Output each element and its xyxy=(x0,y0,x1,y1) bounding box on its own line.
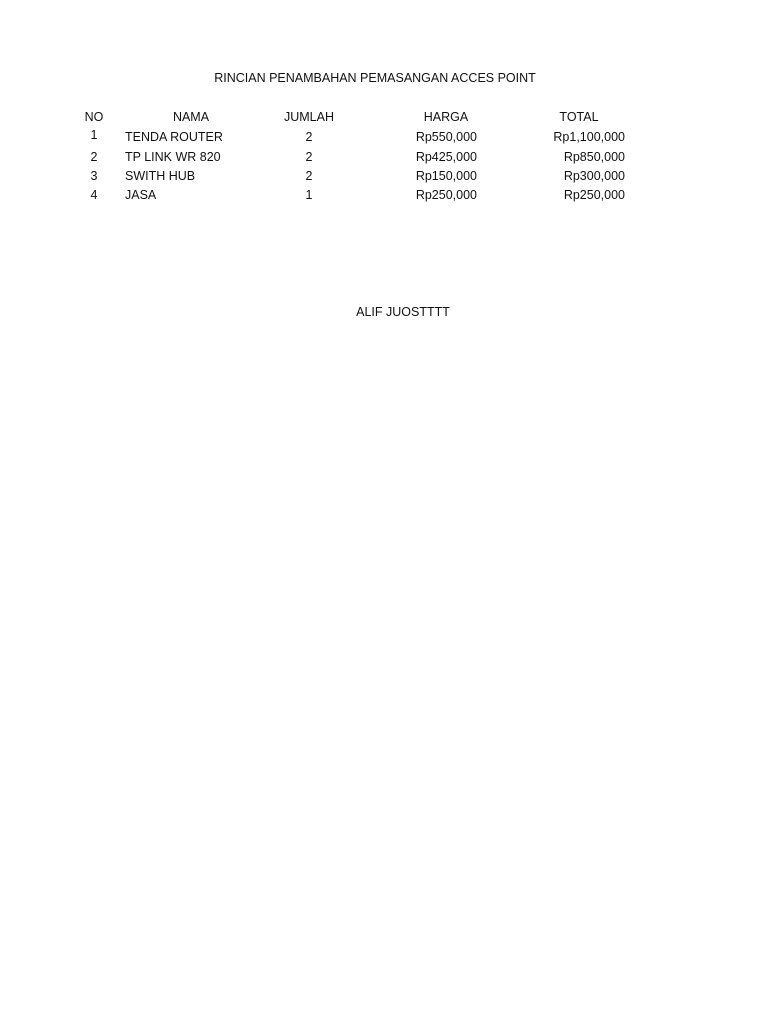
cell-harga: Rp425,000 xyxy=(415,150,477,164)
cell-jumlah: 2 xyxy=(305,130,313,144)
cell-total: Rp850,000 xyxy=(563,150,625,164)
cell-nama: SWITH HUB xyxy=(125,169,196,183)
table-row xyxy=(0,128,768,147)
cell-no: 4 xyxy=(90,188,98,202)
table-row xyxy=(0,150,768,169)
cell-no: 2 xyxy=(90,150,98,164)
cell-total: Rp300,000 xyxy=(563,169,625,183)
cell-total: Rp250,000 xyxy=(563,188,625,202)
header-jumlah: JUMLAH xyxy=(283,110,334,124)
header-no: NO xyxy=(84,110,104,124)
header-total: TOTAL xyxy=(559,110,599,124)
table-row xyxy=(0,169,768,188)
cell-no: 3 xyxy=(90,169,98,183)
cell-nama: JASA xyxy=(125,188,157,202)
cell-jumlah: 2 xyxy=(305,150,313,164)
cell-no: 1 xyxy=(90,128,98,142)
page-title: RINCIAN PENAMBAHAN PEMASANGAN ACCES POINT xyxy=(214,71,536,85)
signature-name: ALIF JUOSTTTT xyxy=(356,305,450,319)
cell-harga: Rp250,000 xyxy=(415,188,477,202)
cell-nama: TP LINK WR 820 xyxy=(125,150,221,164)
header-nama: NAMA xyxy=(172,110,210,124)
cell-harga: Rp150,000 xyxy=(415,169,477,183)
table-row xyxy=(0,188,768,207)
table-header xyxy=(0,110,768,129)
cell-jumlah: 1 xyxy=(305,188,313,202)
cell-nama: TENDA ROUTER xyxy=(125,130,223,144)
cell-harga: Rp550,000 xyxy=(415,130,477,144)
cell-total: Rp1,100,000 xyxy=(553,130,625,144)
header-harga: HARGA xyxy=(423,110,469,124)
cell-jumlah: 2 xyxy=(305,169,313,183)
